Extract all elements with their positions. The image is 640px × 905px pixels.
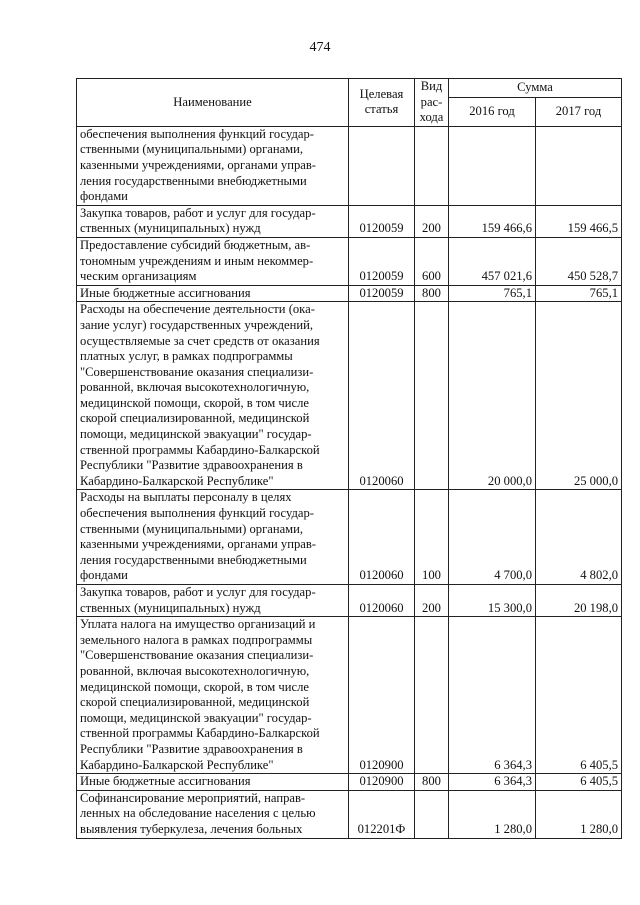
- header-article-line: Целевая: [359, 86, 404, 101]
- row-kind: 800: [415, 285, 449, 302]
- row-sum-2017: 765,1: [536, 285, 622, 302]
- row-name: [77, 237, 349, 285]
- row-article: [349, 126, 415, 205]
- row-sum-2017: 4 802,0: [536, 490, 622, 585]
- row-name-line: земельного налога в рамках подпрограммы: [80, 632, 313, 647]
- row-name-line: Уплата налога на имущество организаций и: [80, 617, 316, 632]
- row-name-line: тономным учреждениям и иным некоммер-: [80, 253, 314, 268]
- row-name-line: Предоставление субсидий бюджетным, ав-: [80, 237, 311, 252]
- table-row: [77, 302, 622, 490]
- row-kind: 100: [415, 490, 449, 585]
- row-article: 0120059: [349, 285, 415, 302]
- header-year-2016: 2016 год: [449, 97, 536, 126]
- row-name-line: ственной программы Кабардино-Балкарской: [80, 726, 320, 741]
- row-article: 0120060: [349, 302, 415, 490]
- row-article: 0120060: [349, 490, 415, 585]
- table-row: [77, 585, 622, 617]
- row-name-line: Расходы на обеспечение деятельности (ока-: [80, 302, 315, 317]
- row-name-line: Иные бюджетные ассигнования: [80, 774, 251, 789]
- table-row: [77, 617, 622, 774]
- row-article: 0120059: [349, 205, 415, 237]
- row-name-line: Кабардино-Балкарской Республике": [80, 473, 274, 488]
- row-name-line: медицинской помощи, скорой, в том числе: [80, 395, 309, 410]
- row-name-line: рованной, включая высокотехнологичную,: [80, 380, 310, 395]
- row-name-line: Софинансирование мероприятий, направ-: [80, 790, 306, 805]
- row-sum-2017: 6 405,5: [536, 617, 622, 774]
- row-article: 0120900: [349, 774, 415, 791]
- row-name-line: казенными учреждениями, органами управ-: [80, 157, 316, 172]
- row-article: 0120900: [349, 617, 415, 774]
- table-row: [77, 774, 622, 791]
- row-name: [77, 585, 349, 617]
- table-row: [77, 126, 622, 205]
- row-name: [77, 126, 349, 205]
- row-sum-2016: 159 466,6: [449, 205, 536, 237]
- row-sum-2016: 1 280,0: [449, 790, 536, 838]
- row-sum-2017: [536, 126, 622, 205]
- table-row: [77, 237, 622, 285]
- row-name-line: ления государственными внебюджетными: [80, 552, 307, 567]
- row-name-line: ственных (муниципальных) нужд: [80, 600, 261, 615]
- row-sum-2017: 6 405,5: [536, 774, 622, 791]
- row-name-line: фондами: [80, 568, 128, 583]
- row-name-line: рованной, включая высокотехнологичную,: [80, 663, 310, 678]
- budget-table: [76, 78, 622, 839]
- header-year-2017: 2017 год: [536, 97, 622, 126]
- row-name-line: помощи, медицинской эвакуации" государ-: [80, 427, 312, 442]
- row-kind: 600: [415, 237, 449, 285]
- row-sum-2016: 457 021,6: [449, 237, 536, 285]
- row-name-line: обеспечения выполнения функций государ-: [80, 506, 314, 521]
- table-row: [77, 205, 622, 237]
- row-kind: [415, 790, 449, 838]
- row-name-line: медицинской помощи, скорой, в том числе: [80, 679, 309, 694]
- table-row: [77, 490, 622, 585]
- row-name-line: ственных (муниципальных) нужд: [80, 221, 261, 236]
- row-name-line: Республики "Развитие здравоохранения в: [80, 741, 303, 756]
- row-name-line: обеспечения выполнения функций государ-: [80, 126, 314, 141]
- row-name-line: Закупка товаров, работ и услуг для государ-: [80, 585, 316, 599]
- row-name-line: ственными (муниципальными) органами,: [80, 521, 304, 536]
- row-name: [77, 285, 349, 302]
- row-name-line: зание услуг) государственных учреждений,: [80, 317, 313, 332]
- row-name-line: Закупка товаров, работ и услуг для государ-: [80, 205, 316, 220]
- row-name-line: фондами: [80, 189, 128, 204]
- row-article: 0120059: [349, 237, 415, 285]
- row-name-line: скорой специализированной, медицинской: [80, 695, 310, 710]
- row-kind: [415, 126, 449, 205]
- table-row: [77, 790, 622, 838]
- row-name-line: ленных на обследование населения с целью: [80, 806, 316, 821]
- row-name-line: ственными (муниципальными) органами,: [80, 142, 304, 157]
- table-row: [77, 285, 622, 302]
- row-article: 0120060: [349, 585, 415, 617]
- row-name-line: Кабардино-Балкарской Республике": [80, 757, 274, 772]
- header-kind-line: Вид: [420, 79, 443, 93]
- row-article: 012201Ф: [349, 790, 415, 838]
- row-name-line: осуществляемые за счет средств от оказания: [80, 333, 320, 348]
- row-name: [77, 617, 349, 774]
- row-sum-2016: 4 700,0: [449, 490, 536, 585]
- row-name: [77, 205, 349, 237]
- row-name: [77, 302, 349, 490]
- header-kind-line: рас-: [420, 94, 443, 109]
- row-sum-2016: 765,1: [449, 285, 536, 302]
- row-kind: 200: [415, 205, 449, 237]
- row-name: [77, 790, 349, 838]
- row-name-line: платных услуг, в рамках подпрограммы: [80, 349, 293, 364]
- row-sum-2016: 6 364,3: [449, 774, 536, 791]
- row-name-line: "Совершенствование оказания специализи-: [80, 364, 314, 379]
- row-name-line: "Совершенствование оказания специализи-: [80, 648, 314, 663]
- row-sum-2016: 20 000,0: [449, 302, 536, 490]
- table-header: [77, 79, 622, 127]
- header-kind-line: хода: [419, 110, 444, 125]
- header-article: [349, 79, 415, 127]
- header-name: Наименование: [77, 79, 349, 127]
- row-name-line: Иные бюджетные ассигнования: [80, 285, 251, 300]
- row-name-line: Республики "Развитие здравоохранения в: [80, 458, 303, 473]
- row-name-line: помощи, медицинской эвакуации" государ-: [80, 710, 312, 725]
- row-sum-2017: 20 198,0: [536, 585, 622, 617]
- page-number: 474: [309, 40, 331, 55]
- header-article-line: статья: [364, 102, 399, 117]
- table-body: [77, 126, 622, 838]
- row-sum-2017: 25 000,0: [536, 302, 622, 490]
- row-kind: 200: [415, 585, 449, 617]
- header-sum: Сумма: [449, 79, 622, 98]
- row-name-line: казенными учреждениями, органами управ-: [80, 537, 316, 552]
- row-kind: [415, 617, 449, 774]
- header-kind: [415, 79, 449, 127]
- row-sum-2016: [449, 126, 536, 205]
- row-name: [77, 774, 349, 791]
- row-name-line: скорой специализированной, медицинской: [80, 411, 310, 426]
- row-sum-2016: 6 364,3: [449, 617, 536, 774]
- row-sum-2017: 1 280,0: [536, 790, 622, 838]
- row-name-line: ственной программы Кабардино-Балкарской: [80, 442, 320, 457]
- row-sum-2017: 159 466,5: [536, 205, 622, 237]
- row-sum-2017: 450 528,7: [536, 237, 622, 285]
- row-name-line: ления государственными внебюджетными: [80, 173, 307, 188]
- row-name-line: ческим организациям: [80, 269, 197, 284]
- row-kind: [415, 302, 449, 490]
- row-name: [77, 490, 349, 585]
- row-sum-2016: 15 300,0: [449, 585, 536, 617]
- row-name-line: выявления туберкулеза, лечения больных: [80, 821, 303, 836]
- row-name-line: Расходы на выплаты персоналу в целях: [80, 490, 292, 505]
- row-kind: 800: [415, 774, 449, 791]
